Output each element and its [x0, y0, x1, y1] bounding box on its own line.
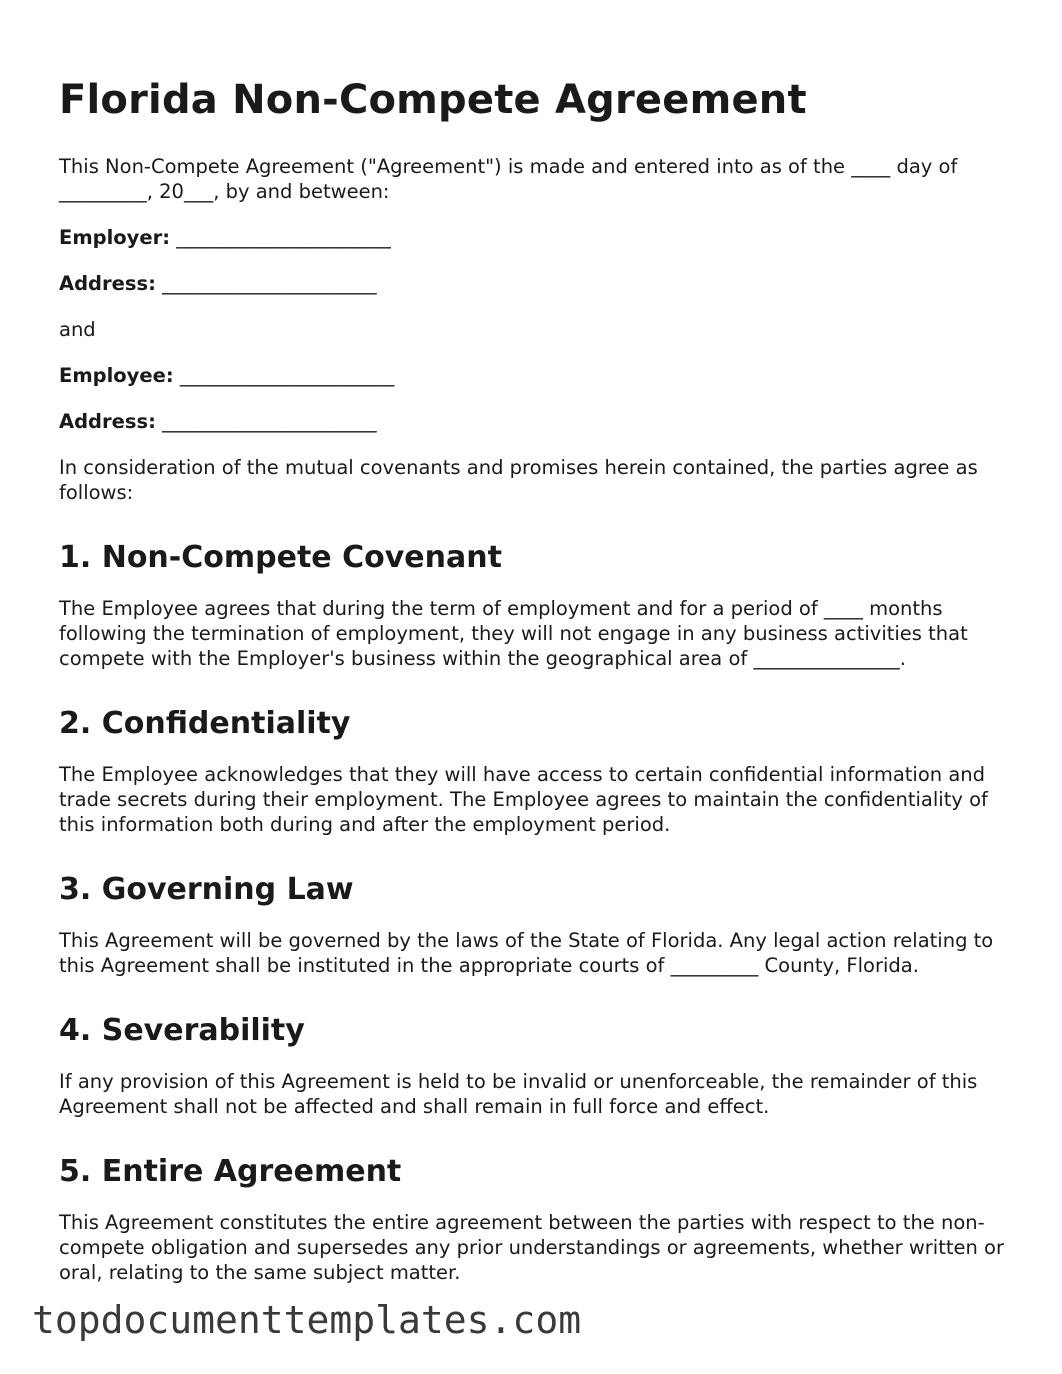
employee-field [59, 363, 1009, 388]
watermark-text: topdocumenttemplates.com [32, 1298, 582, 1342]
section-heading-entire-agreement: 5. Entire Agreement [59, 1154, 402, 1189]
employee-address-field [59, 409, 1009, 434]
employee-address-blank: ______________________ [162, 410, 377, 433]
employer-label: Employer: [59, 226, 171, 249]
consideration-paragraph: In consideration of the mutual covenants and promises herein contained, the parties agree as follows: [59, 456, 978, 504]
section-heading-severability: 4. Severability [59, 1013, 305, 1048]
section-body-governing-law: This Agreement will be governed by the laws of the State of Florida. Any legal action relating to this Agreement shall be instituted in the appropriate courts of _________ County, Florida. [59, 929, 994, 977]
document [59, 72, 1009, 1285]
section-body-confidentiality: The Employee acknowledges that they will have access to certain confidential information and trade secrets during their employment. The Employee agrees to maintain the confidentiality of this information both during and after the employment period. [59, 763, 988, 836]
and-text: and [59, 318, 96, 341]
document-title: Florida Non-Compete Agreement [59, 77, 807, 123]
employee-label: Employee: [59, 364, 174, 387]
intro-paragraph: This Non-Compete Agreement ("Agreement") is made and entered into as of the ____ day of _________, 20___, by and between: [59, 155, 958, 203]
employer-address-blank: ______________________ [162, 272, 377, 295]
section-heading-governing-law: 3. Governing Law [59, 872, 354, 907]
section-body-non-compete: The Employee agrees that during the term of employment and for a period of ____ months following the termination of employment, they will not engage in any business activities that compete with the Employer's business within the geographical area of _______________. [59, 597, 968, 670]
employer-address-label: Address: [59, 272, 156, 295]
section-heading-confidentiality: 2. Confidentiality [59, 706, 351, 741]
employee-address-label: Address: [59, 410, 156, 433]
section-body-severability: If any provision of this Agreement is held to be invalid or unenforceable, the remainder of this Agreement shall not be affected and shall remain in full force and effect. [59, 1070, 978, 1118]
section-heading-non-compete: 1. Non-Compete Covenant [59, 540, 502, 575]
employee-blank: ______________________ [179, 364, 395, 387]
employer-blank: ______________________ [176, 226, 391, 249]
employer-address-field [59, 271, 1009, 296]
section-body-entire-agreement: This Agreement constitutes the entire agreement between the parties with respect to the non-compete obligation and supersedes any prior understandings or agreements, whether written or oral, relating to the same subject matter. [59, 1211, 1004, 1284]
employer-field [59, 225, 1009, 250]
